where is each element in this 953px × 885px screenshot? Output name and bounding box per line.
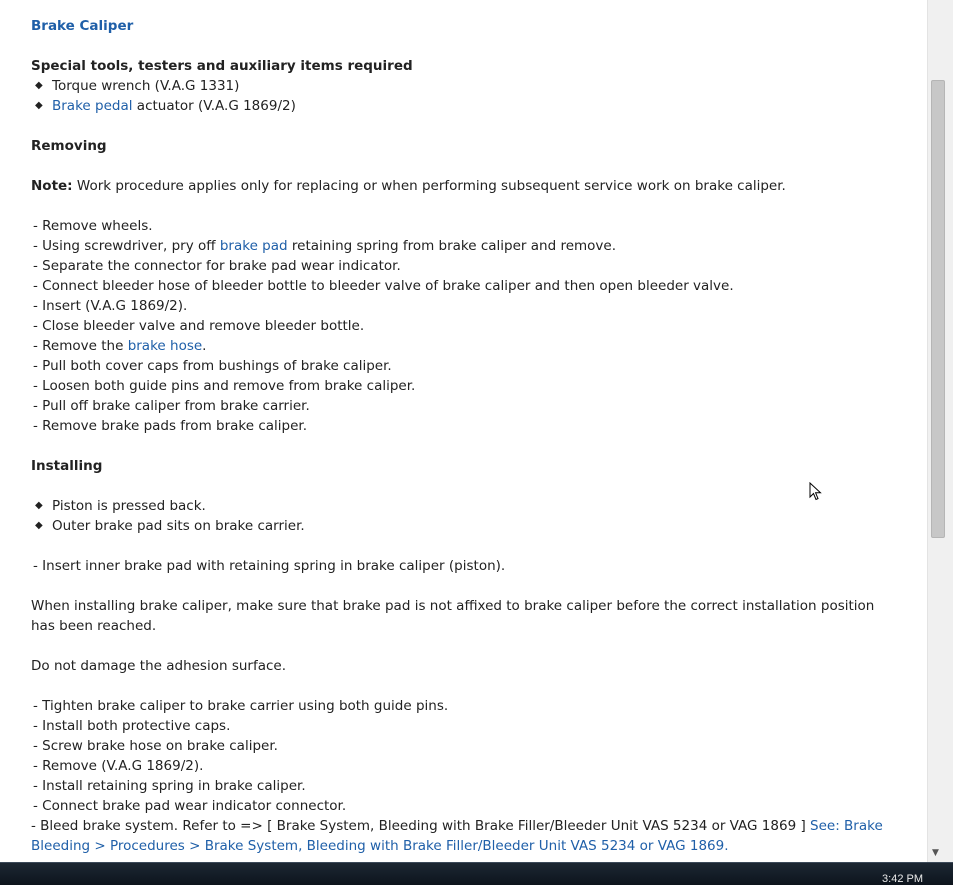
removing-heading: Removing (31, 138, 107, 154)
list-item: ◆ Piston is pressed back. (35, 498, 206, 514)
tool-text: Torque wrench (V.A.G 1331) (52, 78, 240, 94)
list-item: ◆ Outer brake pad sits on brake carrier. (35, 518, 305, 534)
step: - Remove brake pads from brake caliper. (33, 418, 308, 434)
mouse-pointer-icon (809, 482, 823, 502)
step: - Insert inner brake pad with retaining spring in brake caliper (piston). (33, 558, 506, 574)
scrollbar-thumb[interactable] (931, 80, 945, 538)
taskbar (0, 862, 953, 885)
caution-paragraph: When installing brake caliper, make sure that brake pad is not affixed to brake caliper before the correct installation position has been reached. (31, 598, 875, 634)
step: - Using screwdriver, pry off brake pad retaining spring from brake caliper and remove. (33, 238, 617, 254)
step: - Connect brake pad wear indicator connector. (33, 798, 347, 814)
step: - Remove wheels. (33, 218, 153, 234)
list-item (31, 76, 901, 96)
step: - Install both protective caps. (33, 718, 231, 734)
step: - Bleed brake system. Refer to => [ Brake System, Bleeding with Brake Filler/Bleeder Unit VAS 5234 or VAG 1869 ] See: Brake Bleeding > Procedures > Brake System, Bleeding with Brake Filler/Bleeder Unit VAS 5234 or VAG 1869. (31, 818, 883, 854)
step: - Screw brake hose on brake caliper. (33, 738, 278, 754)
step: - Close bleeder valve and remove bleeder bottle. (33, 318, 365, 334)
step: - Remove the brake hose. (33, 338, 207, 354)
list-item (31, 96, 901, 116)
page-title[interactable]: Brake Caliper (31, 18, 134, 34)
step: - Connect bleeder hose of bleeder bottle to bleeder valve of brake caliper and then open bleeder valve. (33, 278, 734, 294)
note-label: Note: (31, 178, 73, 194)
vertical-scrollbar[interactable] (927, 0, 953, 862)
diamond-bullet-icon: ◆ (35, 100, 43, 111)
document-content (31, 16, 901, 856)
tool-text: actuator (V.A.G 1869/2) (132, 98, 296, 114)
diamond-bullet-icon: ◆ (35, 500, 43, 511)
chevron-down-icon[interactable]: ▼ (932, 848, 939, 858)
special-tools-heading: Special tools, testers and auxiliary items required (31, 58, 413, 74)
step: - Separate the connector for brake pad wear indicator. (33, 258, 401, 274)
taskbar-clock[interactable]: 3:42 PM (882, 873, 923, 885)
step: - Install retaining spring in brake caliper. (33, 778, 306, 794)
step: - Pull off brake caliper from brake carrier. (33, 398, 310, 414)
step: - Insert (V.A.G 1869/2). (33, 298, 188, 314)
brake-hose-link[interactable]: brake hose (127, 338, 203, 354)
installing-heading: Installing (31, 458, 103, 474)
brake-bleeding-link[interactable]: See: Brake Bleeding > Procedures > Brake System, Bleeding with Brake Filler/Bleeder Unit VAS 5234 or VAG 1869. (31, 818, 883, 854)
step: - Pull both cover caps from bushings of brake caliper. (33, 358, 392, 374)
step: - Loosen both guide pins and remove from brake caliper. (33, 378, 416, 394)
note-paragraph (31, 176, 901, 196)
step: - Tighten brake caliper to brake carrier using both guide pins. (33, 698, 449, 714)
brake-pad-link[interactable]: brake pad (219, 238, 288, 254)
caution-paragraph: Do not damage the adhesion surface. (31, 658, 287, 674)
brake-pedal-link[interactable]: Brake pedal (52, 98, 133, 114)
note-text: Work procedure applies only for replacing or when performing subsequent service work on brake caliper. (72, 178, 786, 194)
diamond-bullet-icon: ◆ (35, 520, 43, 531)
step: - Remove (V.A.G 1869/2). (33, 758, 204, 774)
diamond-bullet-icon: ◆ (35, 80, 43, 91)
